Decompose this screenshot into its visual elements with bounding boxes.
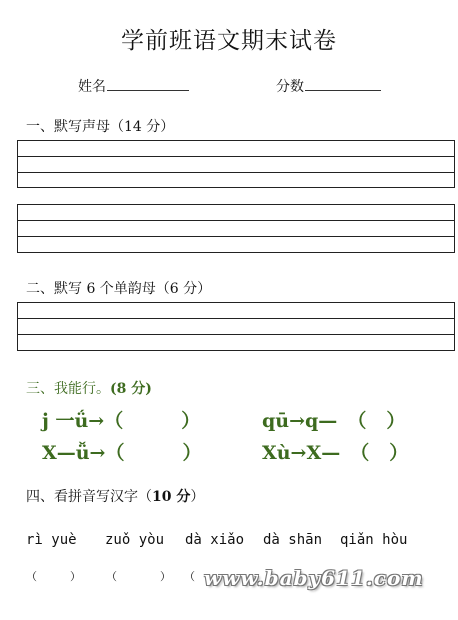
section1-heading: 一、默写声母（14 分） — [26, 119, 175, 135]
answer-paren-close: ） — [70, 570, 81, 583]
section4-score: 10 分 — [152, 489, 191, 505]
grid-row — [18, 335, 454, 350]
writing-grid-3[interactable] — [17, 302, 455, 351]
section4-heading — [26, 486, 204, 506]
grid-row — [18, 237, 454, 252]
answer-paren-open: （ — [184, 570, 195, 583]
grid-row — [18, 205, 454, 221]
pinyin-word: dà xiǎo — [185, 532, 245, 548]
exercise-text: j 一ǘ→（ — [42, 410, 124, 432]
exercise-open: （ — [350, 442, 370, 464]
exercise-text: qū→q— — [262, 410, 338, 432]
exercise-item-1 — [42, 406, 200, 433]
grid-row — [18, 221, 454, 237]
page-title: 学前班语文期末试卷 — [121, 28, 337, 54]
exercise-text: Xù→X— — [262, 442, 341, 464]
exercise-close: ） — [389, 442, 409, 464]
section3-score: (8 分) — [110, 381, 152, 397]
section2-heading: 二、默写 6 个单韵母（6 分） — [26, 281, 212, 297]
exercise-item-3 — [42, 438, 202, 465]
grid-row — [18, 303, 454, 319]
exercise-open: （ — [347, 410, 367, 432]
exercise-close: ） — [182, 442, 202, 464]
exercise-item-4 — [262, 438, 408, 465]
name-label: 姓名 — [78, 79, 106, 95]
section3-heading-text: 三、我能行。 — [26, 381, 110, 397]
answer-paren-open: （ — [26, 570, 37, 583]
pinyin-word: zuǒ yòu — [105, 532, 165, 548]
writing-grid-2[interactable] — [17, 204, 455, 253]
exercise-close: ） — [386, 410, 406, 432]
answer-paren-open: （ — [106, 570, 117, 583]
score-field — [276, 76, 381, 96]
grid-row — [18, 157, 454, 173]
score-blank[interactable] — [305, 78, 381, 91]
section4-heading-text: 四、看拼音写汉字（ — [26, 489, 152, 505]
pinyin-word: rì yuè — [26, 532, 77, 548]
score-label: 分数 — [276, 79, 304, 95]
pinyin-word: qiǎn hòu — [340, 532, 408, 548]
grid-row — [18, 319, 454, 335]
grid-row — [18, 141, 454, 157]
grid-row — [18, 173, 454, 187]
exercise-item-2 — [262, 406, 405, 433]
answer-paren-close: ） — [160, 570, 171, 583]
watermark: www.baby611.com — [204, 566, 424, 590]
section4-heading-suffix: ） — [190, 489, 205, 505]
name-blank[interactable] — [107, 78, 189, 91]
exercise-close: ） — [181, 410, 201, 432]
section3-heading — [26, 378, 152, 398]
writing-grid-1[interactable] — [17, 140, 455, 188]
pinyin-word: dà shān — [263, 532, 323, 548]
exercise-text: X—ǚ→（ — [42, 442, 125, 464]
name-field — [78, 76, 189, 96]
